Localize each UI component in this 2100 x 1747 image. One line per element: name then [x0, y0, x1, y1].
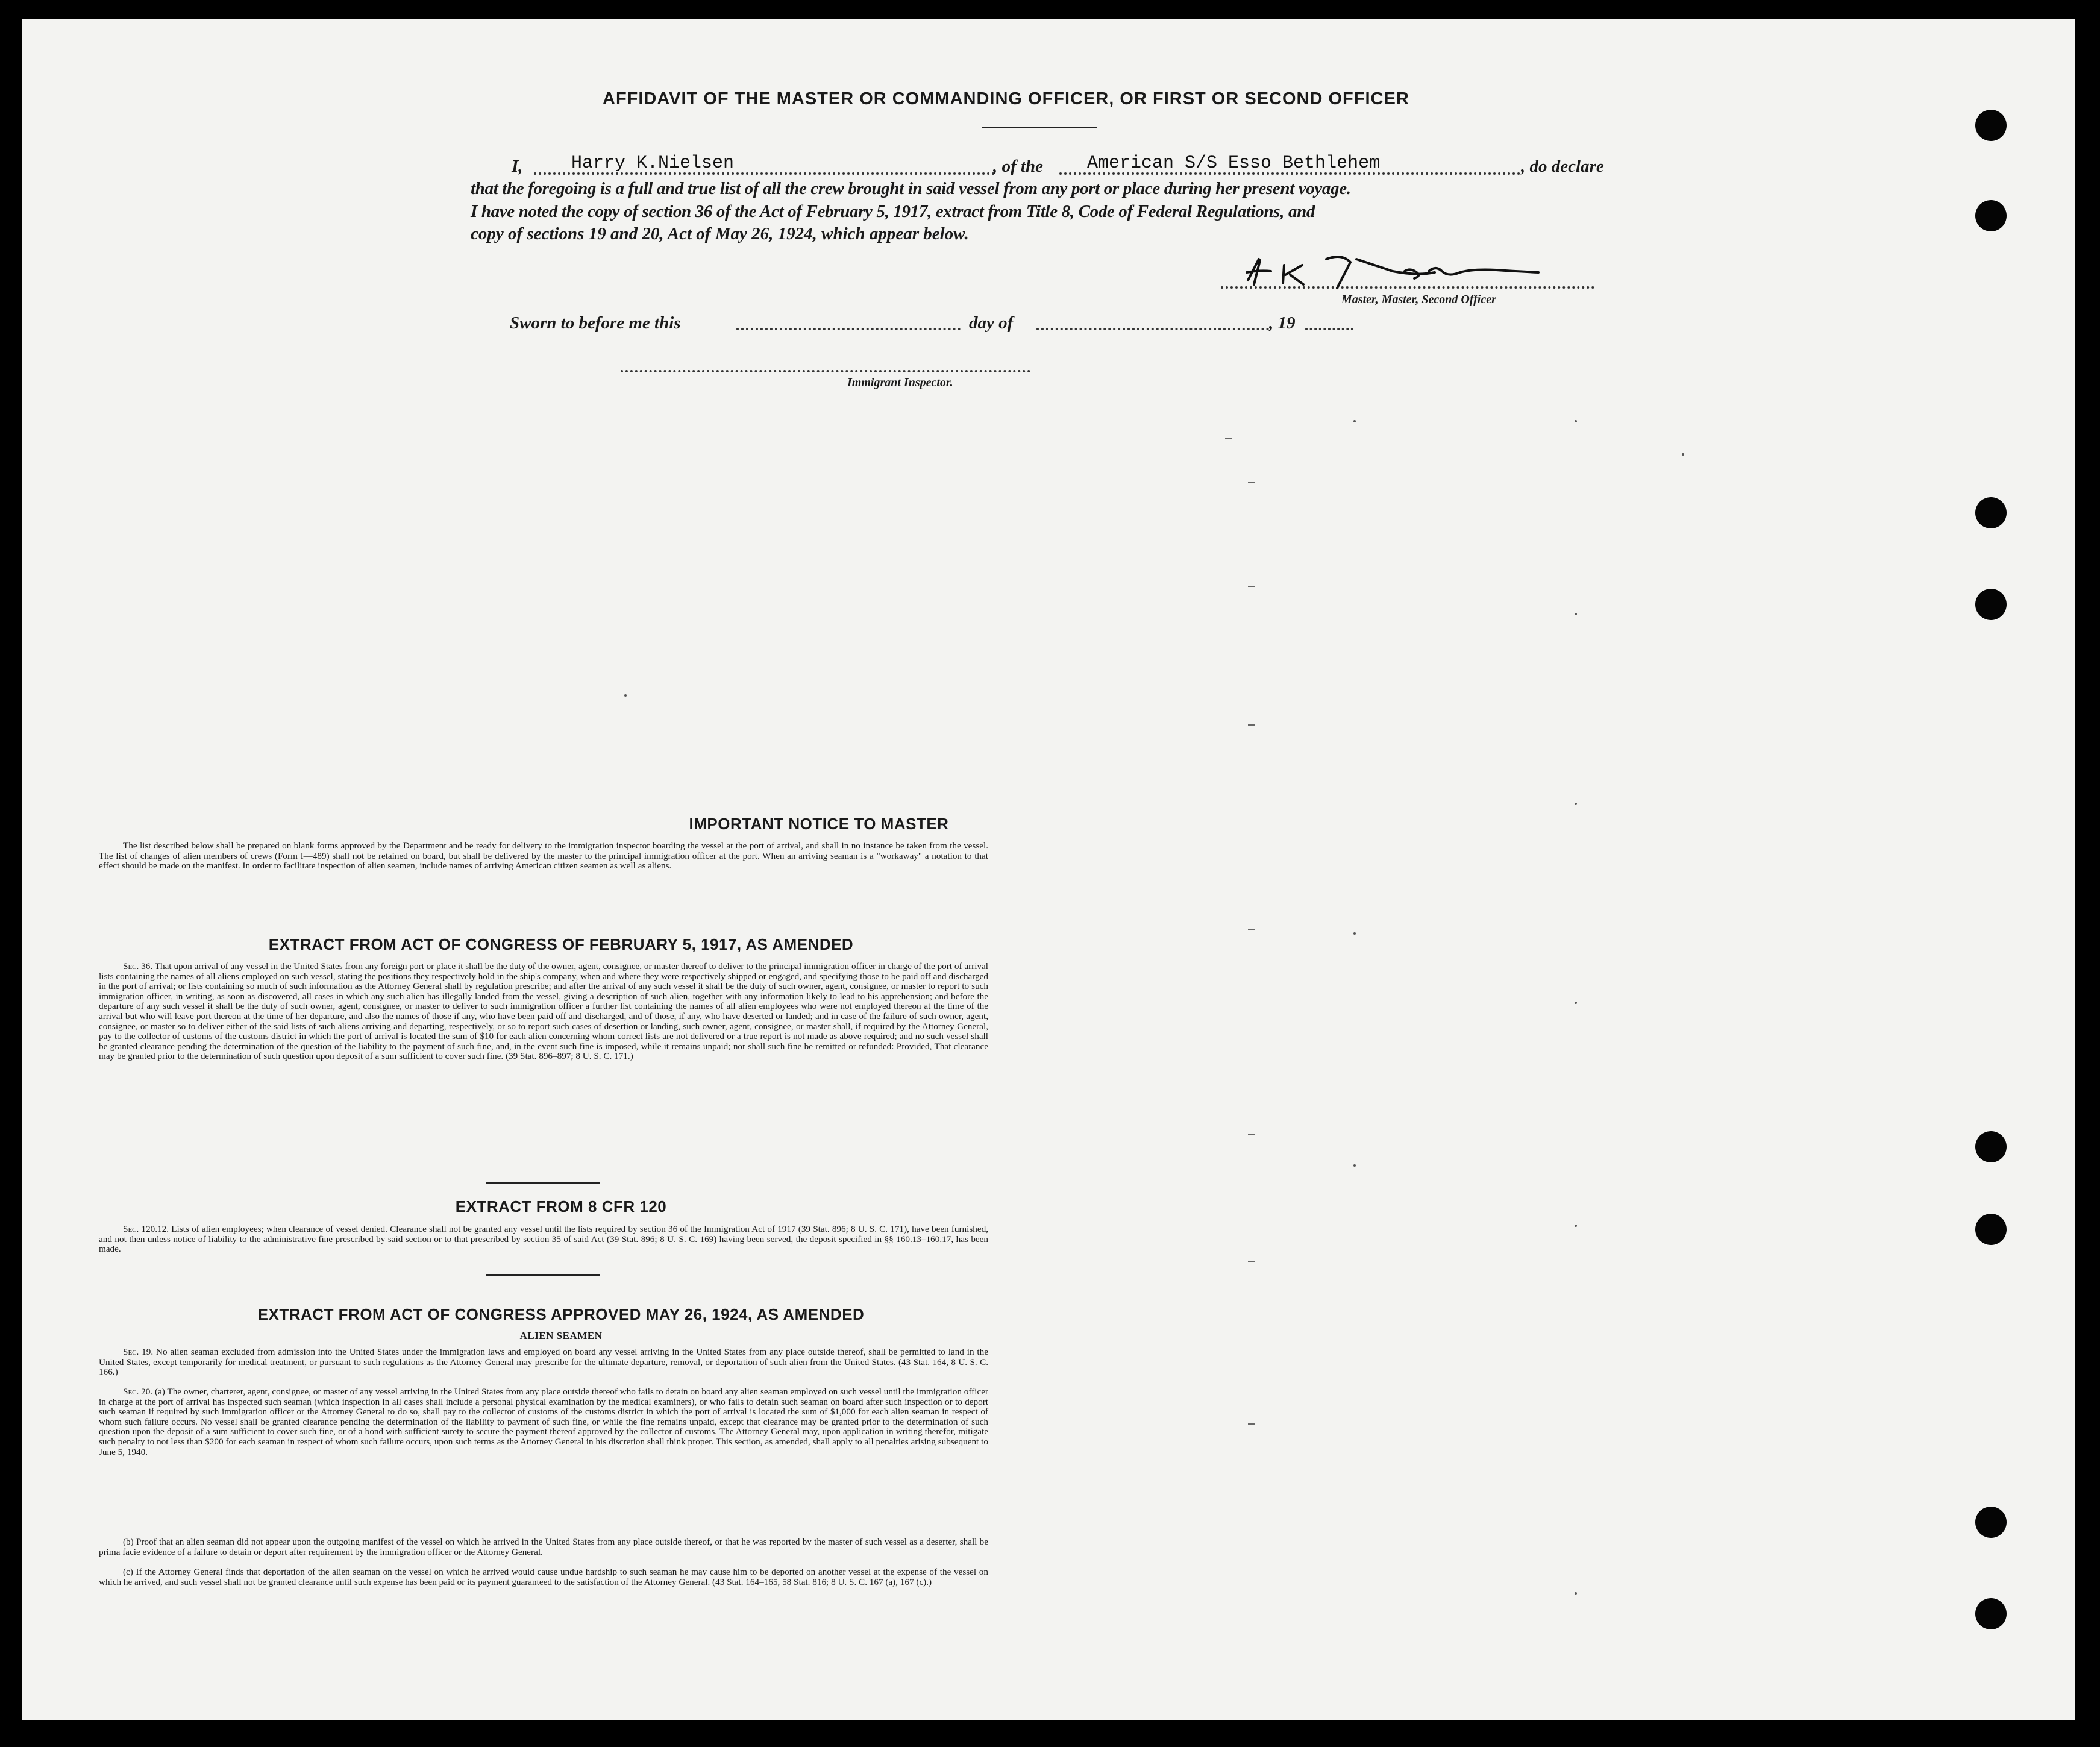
notice-heading: IMPORTANT NOTICE TO MASTER	[689, 815, 949, 833]
sworn-month-blank	[1036, 328, 1269, 330]
section-20-label: Sec. 20.	[123, 1387, 153, 1397]
section-120-label: Sec. 120.12.	[123, 1224, 169, 1234]
extract-cfr-heading: EXTRACT FROM 8 CFR 120	[455, 1197, 667, 1215]
extract-1924-heading: EXTRACT FROM ACT OF CONGRESS APPROVED MAY 26, 1924, AS AMENDED	[257, 1305, 865, 1323]
bleed-dot	[1575, 1592, 1577, 1595]
section-20c-body: (c) If the Attorney General finds that deportation of the alien seaman on the vessel on which he arrived would cause undue hardship to such seaman he may cause him to be deported on another vessel at the expense of the vessel on which he arrived, and such vessel shall not be granted clearance until such expense has been paid or its payment guaranteed to the satisfaction of the Attorney General. (43 Stat. 164–165, 58 Stat. 816; 8 U. S. C. 167 (a), 167 (c).)	[99, 1567, 988, 1587]
section-divider	[486, 1182, 600, 1184]
sworn-prefix: Sworn to before me this	[510, 313, 681, 333]
bleed-mark	[1248, 1423, 1255, 1425]
decl-line-4: copy of sections 19 and 20, Act of May 26, 1924, which appear below.	[471, 224, 969, 243]
bleed-mark	[1225, 438, 1232, 439]
inspector-signature-line	[621, 370, 1030, 372]
bleed-mark	[1248, 929, 1255, 930]
punch-hole-icon	[1975, 1131, 2007, 1162]
extract-cfr-body	[99, 1225, 988, 1255]
decl-line-3: I have noted the copy of section 36 of the Act of February 5, 1917, extract from Title 8, Code of Federal Regulations, and	[471, 202, 1315, 221]
punch-hole-icon	[1975, 497, 2007, 528]
section-36-label: Sec. 36.	[123, 961, 153, 971]
section-20b-body: (b) Proof that an alien seaman did not appear upon the outgoing manifest of the vessel on which he arrived in the United States from any place outside thereof, or that he was reported by the master of such vessel as a deserter, shall be prima facie evidence of a failure to detain or deport after requirement by the immigration officer or the Attorney General.	[99, 1537, 988, 1557]
punch-hole-icon	[1975, 110, 2007, 141]
sworn-year-blank	[1305, 328, 1353, 330]
sworn-year-label: , 19	[1269, 313, 1296, 333]
section-120-text: Lists of alien employees; when clearance of vessel denied. Clearance shall not be granted any vessel until the lists required by section 36 of the Immigration Act of 1917 (39 Stat. 896; 8 U. S. C. 171), have been furnished, and not then unless notice of liability to the administrative fine prescribed by said section or to that prescribed by section 35 of said Act (39 Stat. 896; 8 U. S. C. 169) having been served, the deposit specified in §§ 160.13–160.17, has been made.	[99, 1224, 989, 1255]
bleed-dot	[1353, 420, 1356, 422]
extract-1917-body	[99, 962, 988, 1062]
decl-middle: , of the	[993, 157, 1043, 176]
bleed-dot	[1682, 453, 1684, 456]
master-signature	[1236, 247, 1549, 295]
bleed-dot	[1353, 932, 1356, 935]
signer-caption: Master, Master, Second Officer	[1341, 293, 1496, 306]
decl-suffix: , do declare	[1521, 157, 1604, 176]
bleed-dot	[1575, 613, 1577, 615]
sworn-date-blank	[736, 328, 961, 330]
punch-hole-icon	[1975, 1598, 2007, 1629]
affidavit-page: AFFIDAVIT OF THE MASTER OR COMMANDING OFFICER, OR FIRST OR SECOND OFFICER I, Harry K.Nielsen , of the American S/S Esso Bethlehem , do declare that the foregoing is a full and true list of all the crew brought in said vessel from any port or place during her present voyage. I have noted the copy of section 36 of the Act of February 5, 1917, extract from Title 8, Code of Federal Regulations, and copy of sections 19 and 20, Act of May 26, 1924, which appear below. Master, Master, Second Officer Sworn to before me this day of , 19 Immigrant Inspector. IMPORTANT NOTICE TO MASTER The list described below shall be prepared on blank forms approved by the Department and be ready for delivery to the immigration inspector boarding the vessel at the port of arrival, and shall in no instance be taken from the vessel. The list of changes of alien members of crews (Form I—489) shall not be retained on board, but shall be delivered by the master to the principal immigration officer at the port. When an arriving seaman is a "workaway" a notation to that effect should be made on the manifest. In order to facilitate inspection of alien seamen, include names of arriving American citizen seamen as well as aliens. EXTRACT FROM ACT OF CONGRESS OF FEBRUARY 5, 1917, AS AMENDED Sec. 36. That upon arrival of any vessel in the United States from any foreign port or place it shall be the duty of the owner, agent, consignee, or master thereof to deliver to the principal immigration officer in charge of the port of arrival lists containing the names of all aliens employed on such vessel, stating the positions they respectively hold in the ship's company, when and where they were respectively shipped or engaged, and specifying those to be paid off and discharged in the port of arrival; or lists containing so much of such information as the Attorney General shall by regulation prescribe; and after the arrival of any such vessel it shall be the duty of such owner, agent, consignee, or master to report to such immigration officer, in writing, as soon as discovered, all cases in which any such alien has illegally landed from the vessel, giving a description of such alien, together with any information likely to lead to his apprehension; and before the departure of any such vessel it shall be the duty of such owner, agent, consignee, or master to deliver to such immigration officer a further list containing the names of all alien employees who were not employed thereon at the time of the arrival but who will leave port thereon at the time of her departure, and also the names of those if any, who have been paid off and discharged, and of those, if any, who have deserted or landed; and in case of the failure of such owner, agent, consignee, or master so to deliver either of the said lists of such aliens arriving and departing, respectively, or so to report such cases of desertion or landing, such owner, agent, consignee, or master shall, if required by the Attorney General, pay to the collector of customs of the customs district in which the port of arrival is located the sum of $10 for each alien concerning whom correct lists are not delivered or a true report is not made as above required; and no such vessel shall be granted clearance pending the determination of the question of the liability to the payment of such fine, and, in the event such fine is imposed, while it remains unpaid; nor shall such fine be remitted or refunded: Provided, That clearance may be granted prior to the determination of such question upon deposit of a sum sufficient to cover such fine. (39 Stat. 896–897; 8 U. S. C. 171.) EXTRACT FROM 8 CFR 120 Sec. 120.12. Lists of alien employees; when clearance of vessel denied. Clearance shall not be granted any vessel until the lists required by section 36 of the Immigration Act of 1917 (39 Stat. 896; 8 U. S. C. 171), have been furnished, and not then unless notice of liability to the administrative fine prescribed by said section or to that prescribed by section 35 of said Act (39 Stat. 896; 8 U. S. C. 169) having been served, the deposit specified in §§ 160.13–160.17, has been made. EXTRACT FROM ACT OF CONGRESS APPROVED MAY 26, 1924, AS AMENDED ALIEN SEAMEN Sec. 19. No alien seaman excluded from admission into the United States under the immigration laws and employed on board any vessel arriving in the United States from any place outside thereof, shall be permitted to land in the United States, except temporarily for medical treatment, or pursuant to such regulations as the Attorney General may prescribe for the ultimate departure, removal, or deportation of such alien from the United States. (43 Stat. 164, 8 U. S. C. 166.) Sec. 20. (a) The owner, charterer, agent, consignee, or master of any vessel arriving in the United States from any place outside thereof who fails to detain on board any alien seaman employed on such vessel until the immigration officer in charge at the port of arrival has inspected such seaman (which inspection in all cases shall include a personal physical examination by the medical examiners), or who fails to detain such seaman on board after such inspection or to deport such seaman if required by such immigration officer or the Attorney General to do so, shall pay to the collector of customs of the customs district in which the port of arrival is located the sum of $1,000 for each alien seaman in respect of whom such failure occurs. No vessel shall be granted clearance pending the determination of the liability to payment of such fine, or while the fine remains unpaid, except that clearance may be granted prior to the determination of such question upon the deposit of a sum sufficient to cover such fine, or of a bond with sufficient surety to secure the payment thereof approved by the collector of customs. The Attorney General may, upon application in writing therefor, mitigate such penalty to not less than $200 for each seaman in respect of whom such failure occurs, upon such terms as the Attorney General in his discretion shall think proper. This section, as amended, shall apply to all penalties arising subsequent to June 5, 1940. (b) Proof that an alien seaman did not appear upon the outgoing manifest of the vessel on which he arrived in the United States from any place outside thereof, or that he was reported by the master of such vessel as a deserter, shall be prima facie evidence of a failure to detain or deport after requirement by the immigration officer or the Attorney General. (c) If the Attorney General finds that deportation of the alien seaman on the vessel on which he arrived would cause undue hardship to such seaman he may cause him to be deported on another vessel at the expense of the vessel on which he arrived, and such vessel shall not be granted clearance until such expense has been paid or its payment guaranteed to the satisfaction of the Attorney General. (43 Stat. 164–165, 58 Stat. 816; 8 U. S. C. 167 (a), 167 (c).)	[22, 19, 2075, 1720]
notice-body: The list described below shall be prepared on blank forms approved by the Department and be ready for delivery to the immigration inspector boarding the vessel at the port of arrival, and shall in no instance be taken from the vessel. The list of changes of alien members of crews (Form I—489) shall not be retained on board, but shall be delivered by the master to the principal immigration officer at the port. When an arriving seaman is a "workaway" a notation to that effect should be made on the manifest. In order to facilitate inspection of alien seamen, include names of arriving American citizen seamen as well as aliens.	[99, 841, 988, 871]
bleed-mark	[1248, 586, 1255, 587]
title-divider	[982, 127, 1097, 128]
bleed-dot	[1575, 1002, 1577, 1004]
punch-hole-icon	[1975, 1507, 2007, 1538]
section-divider	[486, 1274, 600, 1276]
section-19-text: No alien seaman excluded from admission into the United States under the immigration laws and employed on board any vessel arriving in the United States from any place outside thereof, shall be permitted to land in the United States, except temporarily for medical treatment, or pursuant to such regulations as the Attorney General may prescribe for the ultimate departure, removal, or deportation of such alien from the United States. (43 Stat. 164, 8 U. S. C. 166.)	[99, 1347, 988, 1378]
bleed-dot	[624, 694, 627, 697]
bleed-dot	[1575, 803, 1577, 805]
inspector-caption: Immigrant Inspector.	[847, 376, 953, 389]
punch-hole-icon	[1975, 1214, 2007, 1245]
decl-line-2: that the foregoing is a full and true list of all the crew brought in said vessel from any port or place during her present voyage.	[471, 179, 1351, 198]
bleed-mark	[1248, 724, 1255, 726]
section-19-body	[99, 1347, 988, 1378]
bleed-mark	[1248, 1261, 1255, 1262]
bleed-dot	[1575, 420, 1577, 422]
extract-1917-heading: EXTRACT FROM ACT OF CONGRESS OF FEBRUARY 5, 1917, AS AMENDED	[268, 935, 854, 953]
decl-prefix: I,	[512, 157, 523, 176]
section-20a-body	[99, 1387, 988, 1457]
master-name: Harry K.Nielsen	[571, 153, 735, 174]
punch-hole-icon	[1975, 200, 2007, 231]
section-20a-text: (a) The owner, charterer, agent, consignee, or master of any vessel arriving in the United States from any place outside thereof who fails to detain on board any alien seaman employed on such vessel until the immigration officer in charge at the port of arrival has inspected such seaman (which inspection in all cases shall include a personal physical examination by the medical examiners), or who fails to detain such seaman on board after such inspection or to deport such seaman if required by such immigration officer or the Attorney General to do so, shall pay to the collector of customs of the customs district in which the port of arrival is located the sum of $1,000 for each alien seaman in respect of whom such failure occurs. No vessel shall be granted clearance pending the determination of the liability to payment of such fine, or while the fine remains unpaid, except that clearance may be granted prior to the determination of such question upon the deposit of a sum sufficient to cover such fine, or of a bond with sufficient surety to secure the payment thereof approved by the collector of customs. The Attorney General may, upon application in writing therefor, mitigate such penalty to not less than $200 for each seaman in respect of whom such failure occurs, upon such terms as the Attorney General in his discretion shall think proper. This section, as amended, shall apply to all penalties arising subsequent to June 5, 1940.	[99, 1387, 989, 1457]
bleed-mark	[1248, 482, 1255, 483]
bleed-dot	[1575, 1225, 1577, 1227]
alien-seamen-subheading: ALIEN SEAMEN	[519, 1330, 603, 1341]
punch-hole-icon	[1975, 589, 2007, 620]
section-19-label: Sec. 19.	[123, 1347, 154, 1357]
bleed-dot	[1353, 1164, 1356, 1167]
bleed-mark	[1248, 1134, 1255, 1135]
vessel-name: American S/S Esso Bethlehem	[1087, 153, 1381, 174]
section-36-text: That upon arrival of any vessel in the United States from any foreign port or place it shall be the duty of the owner, agent, consignee, or master thereof to deliver to the principal immigration officer in charge of the port of arrival lists containing the names of all aliens employed on such vessel, stating the positions they respectively hold in the ship's company, when and where they were respectively shipped or engaged, and specifying those to be paid off and discharged in the port of arrival; or lists containing so much of such information as the Attorney General shall by regulation prescribe; and after the arrival of any such vessel it shall be the duty of such owner, agent, consignee, or master to report to such immigration officer, in writing, as soon as discovered, all cases in which any such alien has illegally landed from the vessel, giving a description of such alien, together with any information likely to lead to his apprehension; and before the departure of any such vessel it shall be the duty of such owner, agent, consignee, or master to deliver to such immigration officer a further list containing the names of all alien employees who were not employed thereon at the time of the arrival but who will leave port thereon at the time of her departure, and also the names of those if any, who have been paid off and discharged, and of those, if any, who have deserted or landed; and in case of the failure of such owner, agent, consignee, or master so to deliver either of the said lists of such aliens arriving and departing, respectively, or so to report such cases of desertion or landing, such owner, agent, consignee, or master shall, if required by the Attorney General, pay to the collector of customs of the customs district in which the port of arrival is located the sum of $10 for each alien concerning whom correct lists are not delivered or a true report is not made as above required; and no such vessel shall be granted clearance pending the determination of the question of the liability to the payment of such fine, and, in the event such fine is imposed, while it remains unpaid; nor shall such fine be remitted or refunded: Provided, That clearance may be granted prior to the determination of such question upon deposit of a sum sufficient to cover such fine. (39 Stat. 896–897; 8 U. S. C. 171.)	[99, 961, 988, 1062]
sworn-day-label: day of	[969, 313, 1014, 333]
